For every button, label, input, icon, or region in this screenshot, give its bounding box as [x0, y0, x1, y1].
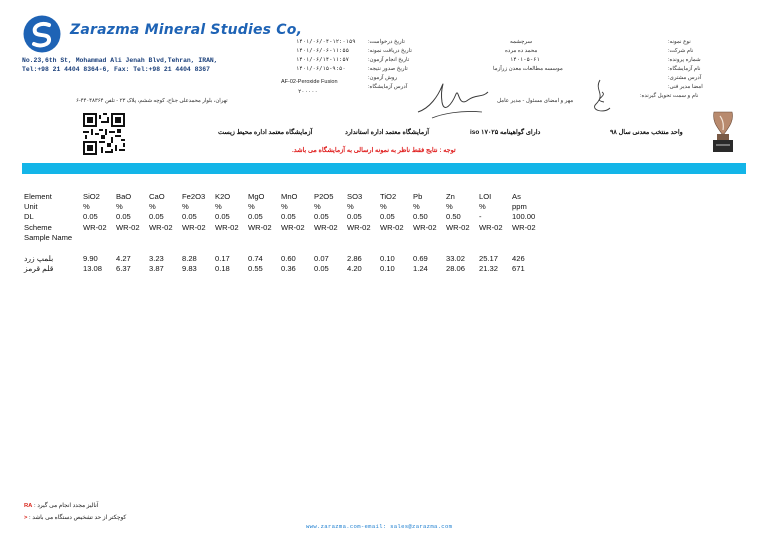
extra-value: ۲۰۰۰۰۰ — [298, 89, 318, 95]
scheme-row — [24, 222, 545, 232]
scheme-cell: WR-02 — [116, 222, 140, 232]
value-cell: 0.18 — [215, 264, 230, 274]
legend-lt-code: < — [24, 515, 28, 521]
row-label: Sample Name — [24, 233, 73, 243]
label-test-method: روش آزمون: — [368, 75, 398, 81]
unit-cell: % — [149, 202, 156, 212]
label-file-number: شماره پرونده: — [668, 57, 701, 63]
company-address: No.23,6th St, Mohammad Ali Jenah Blvd,Tehran, IRAN, — [22, 57, 218, 64]
label-company: نام شرکت: — [668, 48, 694, 54]
scheme-cell: WR-02 — [281, 222, 305, 232]
dl-cell: 0.05 — [83, 212, 98, 222]
scheme-cell: WR-02 — [149, 222, 173, 232]
website-email-link[interactable]: www.zarazma.com-email: sales@zarazma.com — [306, 523, 453, 530]
scheme-cell: WR-02 — [347, 222, 371, 232]
unit-cell: % — [413, 202, 420, 212]
company-name: Zarazma Mineral Studies Co, — [70, 22, 303, 38]
sample-row — [24, 264, 545, 274]
value-cell: 0.17 — [215, 254, 230, 264]
scheme-cell: WR-02 — [446, 222, 470, 232]
legend-below-detection — [24, 515, 126, 521]
element-cell: CaO — [149, 191, 165, 201]
value-cell: 426 — [512, 254, 525, 264]
element-cell: MnO — [281, 191, 298, 201]
value-cell: 0.36 — [281, 264, 296, 274]
element-cell: TiO2 — [380, 191, 397, 201]
postal-address: تهران، بلوار محمدعلی جناح، کوچه ششم، پلاک ۲۳ - تلفن ۴۴۰۴۸۳۶۴-۶ — [76, 98, 228, 104]
value-cell: 33.02 — [446, 254, 466, 264]
file-number-value: ۱۴۰۱-۵-۶۱ — [510, 57, 540, 63]
element-cell: SiO2 — [83, 191, 100, 201]
unit-row — [24, 201, 545, 211]
value-cell: 13.08 — [83, 264, 103, 274]
dl-cell: 0.05 — [182, 212, 197, 222]
element-cell: MgO — [248, 191, 265, 201]
value-cell: 9.90 — [83, 254, 98, 264]
results-note: توجه : نتایج فقط ناظر به نمونه ارسالی به آزمایشگاه می باشد. — [292, 147, 456, 154]
value-cell: 2.86 — [347, 254, 362, 264]
unit-cell: % — [281, 202, 288, 212]
legend-lt-text: کوچکتر از حد تشخیص دستگاه می باشد : — [27, 515, 127, 521]
unit-cell: % — [215, 202, 222, 212]
label-receive-date: تاریخ دریافت نمونه: — [368, 48, 412, 54]
row-label: Element — [24, 191, 52, 201]
scheme-cell: WR-02 — [314, 222, 338, 232]
scheme-cell: WR-02 — [182, 222, 206, 232]
element-row — [24, 191, 545, 201]
unit-cell: ppm — [512, 202, 527, 212]
unit-cell: % — [347, 202, 354, 212]
element-cell: Zn — [446, 191, 455, 201]
dl-cell: 0.05 — [347, 212, 362, 222]
unit-cell: % — [380, 202, 387, 212]
unit-cell: % — [248, 202, 255, 212]
scheme-cell: WR-02 — [479, 222, 503, 232]
element-cell: Fe2O3 — [182, 191, 206, 201]
request-date: ۱۴۰۱/۰۶/۰۴-۱۲:۰۱۵۹ — [296, 39, 356, 45]
scheme-cell: WR-02 — [512, 222, 536, 232]
value-cell: 0.74 — [248, 254, 263, 264]
label-recipient: نام و سمت تحویل گیرنده: — [640, 93, 699, 99]
dl-cell: 0.05 — [380, 212, 395, 222]
element-cell: LOI — [479, 191, 492, 201]
dl-cell: 0.05 — [116, 212, 131, 222]
accent-bar — [22, 163, 746, 174]
value-cell: 28.06 — [446, 264, 466, 274]
unit-cell: % — [314, 202, 321, 212]
scheme-cell: WR-02 — [83, 222, 107, 232]
sample-name: قلم قرمز — [24, 264, 54, 274]
element-cell: K2O — [215, 191, 231, 201]
label-issue-date: تاریخ صدور نتیجه: — [368, 66, 408, 72]
test-method: AF-02-Peroxide Fusion — [281, 79, 338, 85]
dl-cell: 0.50 — [446, 212, 461, 222]
scheme-cell: WR-02 — [215, 222, 239, 232]
sample-row — [24, 253, 545, 263]
manager-signature — [412, 78, 492, 122]
scheme-cell: WR-02 — [248, 222, 272, 232]
standard-lab-label: آزمایشگاه معتمد اداره استاندارد — [345, 129, 430, 136]
sample-name: بلمپ زرد — [24, 254, 54, 264]
legend-ra-text: آنالیز مجدد انجام می گیرد : — [32, 503, 99, 509]
value-cell: 0.10 — [380, 264, 395, 274]
element-cell: SO3 — [347, 191, 363, 201]
sample-name-header-row — [24, 233, 545, 243]
value-cell: 8.28 — [182, 254, 197, 264]
value-cell: 25.17 — [479, 254, 499, 264]
value-cell: 671 — [512, 264, 525, 274]
detection-limit-row — [24, 212, 545, 222]
label-lab-address: آدرس آزمایشگاه: — [368, 84, 408, 90]
dl-cell: 0.05 — [248, 212, 263, 222]
label-test-date: تاریخ انجام آزمون: — [368, 57, 410, 63]
value-cell: 0.07 — [314, 254, 329, 264]
receive-date: ۱۴۰۱/۰۶/۰۶-۱۱:۵۵ — [296, 48, 349, 54]
sample-type-value: سرچشمه — [510, 39, 533, 45]
element-cell: BaO — [116, 191, 132, 201]
unit-cell: % — [479, 202, 486, 212]
label-sample-type: نوع نمونه: — [668, 39, 691, 45]
dl-cell: 0.05 — [314, 212, 329, 222]
company-phone: Tel:+98 21 4404 8364-6, Fax: Tel:+98 21 4404 8367 — [22, 66, 210, 73]
element-cell: Pb — [413, 191, 423, 201]
value-cell: 9.83 — [182, 264, 197, 274]
company-value: محمد ده مرده — [505, 48, 538, 54]
unit-cell: % — [446, 202, 453, 212]
scheme-cell: WR-02 — [413, 222, 437, 232]
row-label: Scheme — [24, 222, 52, 232]
director-signature — [584, 78, 616, 118]
value-cell: 0.69 — [413, 254, 428, 264]
dl-cell: 0.05 — [281, 212, 296, 222]
scheme-cell: WR-02 — [380, 222, 404, 232]
legend-ra — [24, 503, 98, 509]
label-technical-manager: امضا مدیر فنی: — [668, 84, 703, 90]
top-unit-label: واحد منتخب معدنی سال ۹۸ — [610, 129, 683, 136]
value-cell: 0.60 — [281, 254, 296, 264]
dl-cell: 0.05 — [149, 212, 164, 222]
value-cell: 4.27 — [116, 254, 131, 264]
signature-caption: مهر و امضای مسئول - مدیر عامل — [497, 98, 574, 104]
value-cell: 0.05 — [314, 264, 329, 274]
unit-cell: % — [116, 202, 123, 212]
dl-cell: 0.05 — [215, 212, 230, 222]
value-cell: 1.24 — [413, 264, 428, 274]
value-cell: 0.55 — [248, 264, 263, 274]
value-cell: 21.32 — [479, 264, 499, 274]
results-table — [24, 191, 545, 274]
value-cell: 3.87 — [149, 264, 164, 274]
unit-cell: % — [182, 202, 189, 212]
legend-ra-code: RA — [24, 503, 33, 509]
element-cell: P2O5 — [314, 191, 334, 201]
element-cell: As — [512, 191, 521, 201]
value-cell: 3.23 — [149, 254, 164, 264]
unit-cell: % — [83, 202, 90, 212]
dl-cell: 100.00 — [512, 212, 536, 222]
dl-cell: 0.50 — [413, 212, 428, 222]
value-cell: 4.20 — [347, 264, 362, 274]
issue-date: ۱۴۰۱/۰۶/۱۵-۹:۵۰ — [296, 66, 346, 72]
dl-cell: - — [479, 212, 482, 222]
qr-code — [83, 113, 125, 155]
test-date: ۱۴۰۱/۰۶/۱۴-۱۱:۵۷ — [296, 57, 349, 63]
award-trophy-icon — [708, 108, 738, 154]
label-lab-name: نام آزمایشگاه: — [668, 66, 701, 72]
lab-name-value: موسسه مطالعات معدن زرآزما — [493, 66, 563, 72]
label-request-date: تاریخ درخواست: — [368, 39, 405, 45]
value-cell: 6.37 — [116, 264, 131, 274]
row-label: Unit — [24, 202, 38, 212]
environment-lab-label: آزمایشگاه معتمد اداره محیط زیست — [218, 129, 313, 136]
company-logo — [22, 14, 62, 54]
iso-certificate-label: دارای گواهینامه iso ۱۷۰۲۵ — [470, 129, 541, 136]
row-label: DL — [24, 212, 34, 222]
label-customer-address: آدرس مشتری: — [668, 75, 702, 81]
value-cell: 0.10 — [380, 254, 395, 264]
